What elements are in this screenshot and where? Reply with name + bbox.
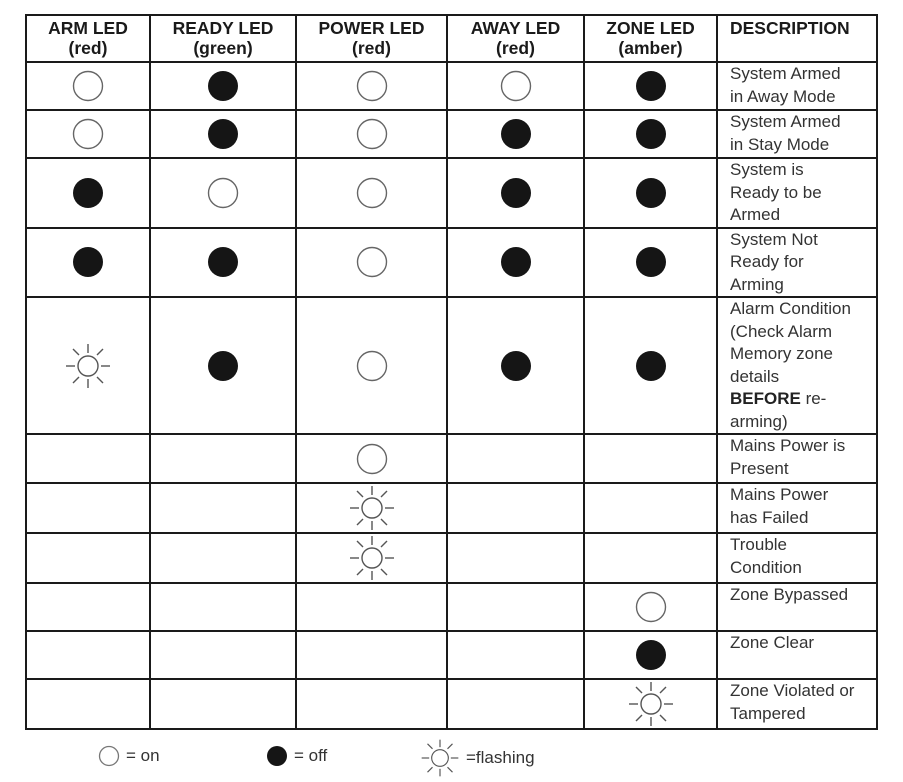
led-cell xyxy=(26,297,150,434)
description-cell xyxy=(717,297,877,434)
led-off-icon xyxy=(207,118,239,150)
header-title: DESCRIPTION xyxy=(730,18,850,38)
table-row xyxy=(26,110,877,158)
header-description xyxy=(717,15,877,62)
table-row xyxy=(26,533,877,583)
header-color: (red) xyxy=(496,38,535,58)
led-off-icon xyxy=(207,70,239,102)
led-on-icon xyxy=(356,70,388,102)
led-off-icon xyxy=(72,246,104,278)
description-line: details xyxy=(730,366,780,386)
description-line: Alarm Condition xyxy=(730,299,851,318)
led-cell xyxy=(150,434,296,483)
description-line: Mains Power is xyxy=(730,436,846,455)
led-on-icon xyxy=(72,70,104,102)
led-cell xyxy=(584,297,717,434)
led-on-icon xyxy=(98,745,120,767)
description-cell xyxy=(717,158,877,228)
led-off-icon xyxy=(207,350,239,382)
led-cell xyxy=(447,110,584,158)
description-line: Zone Clear xyxy=(730,633,815,652)
led-off-icon xyxy=(635,118,667,150)
led-on-icon xyxy=(356,118,388,150)
led-cell xyxy=(296,533,447,583)
led-off-icon xyxy=(500,246,532,278)
led-cell xyxy=(26,62,150,110)
description-cell xyxy=(717,228,877,298)
table-row xyxy=(26,679,877,729)
led-cell xyxy=(150,483,296,533)
led-cell xyxy=(296,110,447,158)
table-row xyxy=(26,434,877,483)
table-row xyxy=(26,583,877,631)
led-cell xyxy=(296,228,447,298)
led-flashing-icon xyxy=(420,738,460,778)
led-flashing-icon xyxy=(64,342,112,390)
description-cell xyxy=(717,62,877,110)
description-cell xyxy=(717,679,877,729)
led-cell xyxy=(150,297,296,434)
led-cell xyxy=(584,631,717,679)
led-cell xyxy=(150,533,296,583)
led-cell xyxy=(296,631,447,679)
header-title: ZONE LED xyxy=(606,18,695,38)
description-line: Zone Violated or xyxy=(730,681,855,700)
header-color: (red) xyxy=(68,38,108,58)
led-flashing-icon xyxy=(348,534,396,582)
header-led-0 xyxy=(26,15,150,62)
led-cell xyxy=(584,158,717,228)
led-off-icon xyxy=(72,177,104,209)
legend-flashing xyxy=(420,738,535,778)
led-on-icon xyxy=(635,591,667,623)
led-off-icon xyxy=(500,350,532,382)
led-cell xyxy=(150,228,296,298)
legend-flashing-label: =flashing xyxy=(466,748,535,767)
led-on-icon xyxy=(356,443,388,475)
led-cell xyxy=(447,583,584,631)
led-cell xyxy=(150,110,296,158)
description-line: Ready for xyxy=(730,252,804,271)
description-line: Zone Bypassed xyxy=(730,585,849,604)
description-line: Armed xyxy=(730,205,781,224)
description-line: Arming xyxy=(730,274,784,294)
header-led-1 xyxy=(150,15,296,62)
led-cell xyxy=(447,62,584,110)
table-row xyxy=(26,297,877,434)
description-line: System Armed xyxy=(730,64,841,83)
legend-off xyxy=(266,745,327,767)
led-on-icon xyxy=(72,118,104,150)
led-cell xyxy=(26,434,150,483)
led-flashing-icon xyxy=(348,484,396,532)
header-color: (red) xyxy=(352,38,391,58)
led-cell xyxy=(26,679,150,729)
description-line: Tampered xyxy=(730,703,806,723)
description-line: in Away Mode xyxy=(730,86,836,106)
led-cell xyxy=(150,62,296,110)
led-off-icon xyxy=(500,177,532,209)
description-line: (Check Alarm xyxy=(730,321,833,341)
table-row xyxy=(26,158,877,228)
led-cell xyxy=(584,228,717,298)
description-cell xyxy=(717,631,877,679)
led-cell xyxy=(26,631,150,679)
led-cell xyxy=(584,434,717,483)
led-off-icon xyxy=(635,246,667,278)
led-off-icon xyxy=(266,745,288,767)
description-line: arming) xyxy=(730,411,788,431)
led-cell xyxy=(26,533,150,583)
header-color: (amber) xyxy=(618,38,683,58)
led-cell xyxy=(296,583,447,631)
led-cell xyxy=(584,533,717,583)
led-cell xyxy=(150,679,296,729)
led-off-icon xyxy=(635,70,667,102)
led-cell xyxy=(150,583,296,631)
legend-on-label: = on xyxy=(126,746,160,765)
table-row xyxy=(26,631,877,679)
led-cell xyxy=(150,631,296,679)
description-line: has Failed xyxy=(730,507,809,527)
led-cell xyxy=(296,297,447,434)
led-on-icon xyxy=(356,177,388,209)
table-row xyxy=(26,228,877,298)
led-cell xyxy=(26,483,150,533)
description-line: Trouble xyxy=(730,535,788,554)
description-cell xyxy=(717,110,877,158)
description-cell xyxy=(717,533,877,583)
led-cell xyxy=(584,62,717,110)
led-off-icon xyxy=(635,639,667,671)
header-row xyxy=(26,15,877,62)
led-cell xyxy=(584,110,717,158)
description-line: re- xyxy=(800,389,827,408)
led-on-icon xyxy=(207,177,239,209)
led-off-icon xyxy=(635,350,667,382)
led-off-icon xyxy=(207,246,239,278)
description-line: System Armed xyxy=(730,112,841,131)
header-title: POWER LED xyxy=(318,18,425,38)
led-cell xyxy=(447,679,584,729)
led-off-icon xyxy=(635,177,667,209)
led-status-table xyxy=(25,14,878,730)
description-line: Memory zone xyxy=(730,344,833,363)
led-cell xyxy=(447,297,584,434)
legend-on xyxy=(98,745,160,767)
header-title: ARM LED xyxy=(48,18,128,38)
led-cell xyxy=(447,228,584,298)
led-cell xyxy=(447,631,584,679)
led-cell xyxy=(296,483,447,533)
led-flashing-icon xyxy=(627,680,675,728)
led-flashing-icon xyxy=(420,738,460,778)
led-cell xyxy=(447,434,584,483)
description-line: System Not xyxy=(730,229,818,249)
description-emphasis: BEFORE xyxy=(730,389,801,408)
led-on-icon xyxy=(356,246,388,278)
led-off-icon xyxy=(500,118,532,150)
description-cell xyxy=(717,434,877,483)
description-cell xyxy=(717,483,877,533)
led-cell xyxy=(447,158,584,228)
led-cell xyxy=(26,110,150,158)
led-cell xyxy=(150,158,296,228)
led-cell xyxy=(26,158,150,228)
led-on-icon xyxy=(500,70,532,102)
led-cell xyxy=(584,679,717,729)
led-cell xyxy=(584,483,717,533)
description-line: Present xyxy=(730,458,789,478)
led-cell xyxy=(584,583,717,631)
description-cell xyxy=(717,583,877,631)
header-title: AWAY LED xyxy=(470,18,561,38)
header-title: READY LED xyxy=(172,18,274,38)
header-led-2 xyxy=(296,15,447,62)
legend-off-label: = off xyxy=(294,746,328,765)
led-cell xyxy=(296,62,447,110)
description-line: Ready to be xyxy=(730,182,822,202)
led-cell xyxy=(296,434,447,483)
table-row xyxy=(26,62,877,110)
description-line: System is xyxy=(730,160,804,179)
legend xyxy=(0,745,903,775)
led-cell xyxy=(447,533,584,583)
header-led-3 xyxy=(447,15,584,62)
led-cell xyxy=(296,679,447,729)
led-cell xyxy=(296,158,447,228)
led-cell xyxy=(26,228,150,298)
header-color: (green) xyxy=(193,38,253,58)
description-line: Condition xyxy=(730,557,802,577)
description-line: Mains Power xyxy=(730,485,829,504)
header-led-4 xyxy=(584,15,717,62)
led-cell xyxy=(447,483,584,533)
table-row xyxy=(26,483,877,533)
led-cell xyxy=(26,583,150,631)
led-on-icon xyxy=(356,350,388,382)
description-line: in Stay Mode xyxy=(730,134,830,154)
